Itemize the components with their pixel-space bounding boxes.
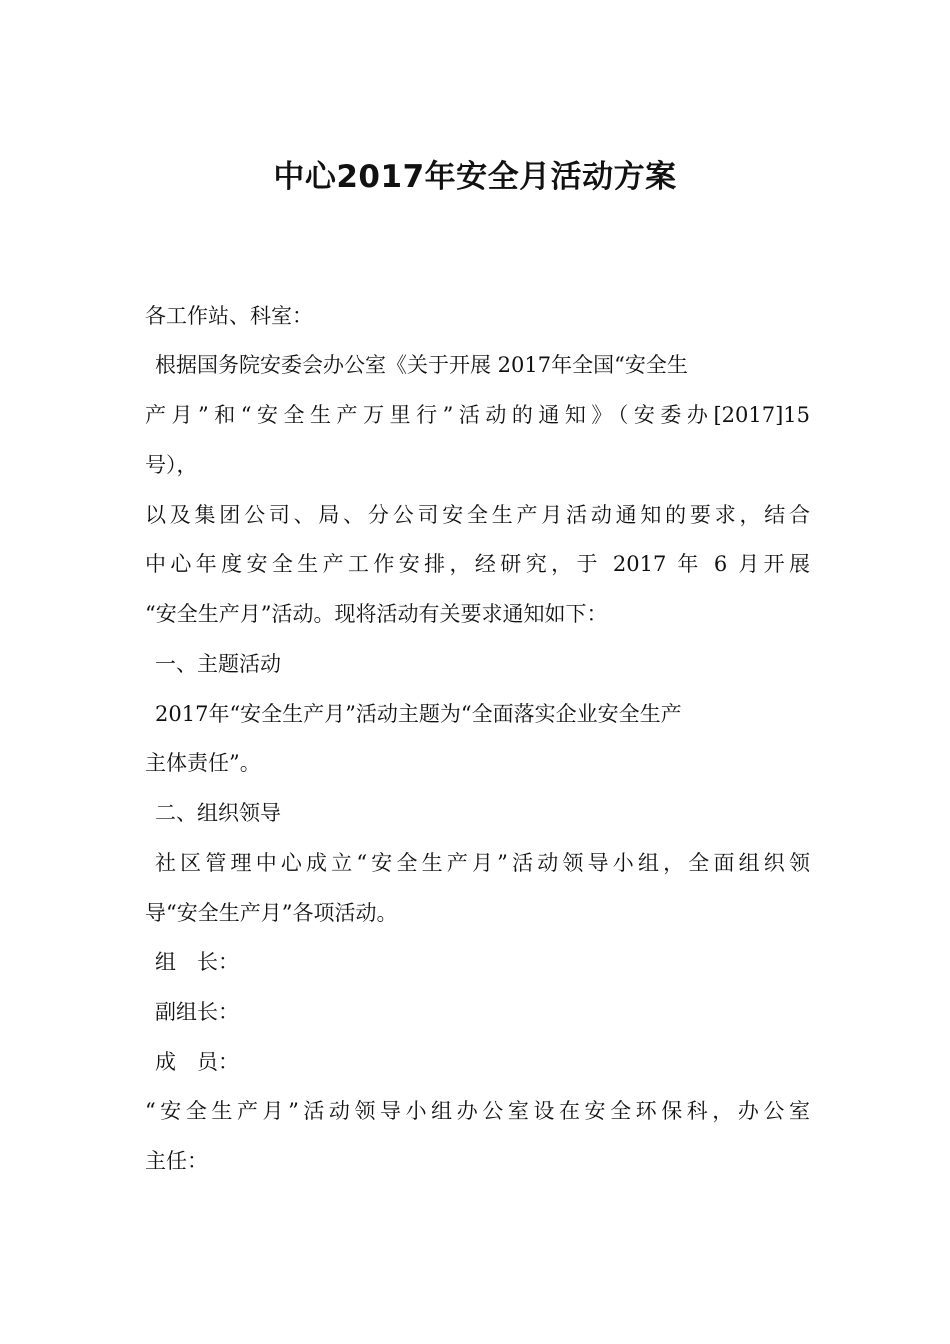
section-heading: 二、组织领导	[155, 801, 281, 825]
section-heading: 一、主题活动	[155, 652, 281, 676]
paragraph-line: 社区管理中心成立“安全生产月”活动领导小组，全面组织领	[155, 851, 810, 875]
paragraph-line: “安全生产月”活动领导小组办公室设在安全环保科，办公室	[145, 1099, 810, 1123]
paragraph-line: 主体责任”。	[145, 751, 261, 775]
paragraph-line: 2017年“安全生产月”活动主题为“全面落实企业安全生产	[155, 702, 682, 726]
deputy-leader-label: 副组长：	[155, 1000, 239, 1024]
paragraph-line: 中心年度安全生产工作安排，经研究，于 2017 年 6 月开展	[145, 552, 810, 576]
document-title: 中心2017年安全月活动方案	[273, 159, 677, 195]
salutation: 各工作站、科室：	[145, 304, 313, 328]
director-label: 主任：	[145, 1149, 208, 1173]
members-label: 成 员：	[155, 1050, 239, 1074]
paragraph-line: 根据国务院安委会办公室《关于开展 2017年全国“安全生	[155, 353, 688, 377]
paragraph-line: 以及集团公司、局、分公司安全生产月活动通知的要求，结合	[145, 503, 810, 527]
leader-label: 组 长：	[155, 950, 239, 974]
paragraph-line: 号），	[145, 453, 198, 477]
paragraph-line: 导“安全生产月”各项活动。	[145, 901, 398, 925]
paragraph-line: “安全生产月”活动。现将活动有关要求通知如下：	[145, 602, 608, 626]
paragraph-line: 产月”和“安全生产万里行”活动的通知》（安委办[2017]15	[145, 403, 810, 427]
